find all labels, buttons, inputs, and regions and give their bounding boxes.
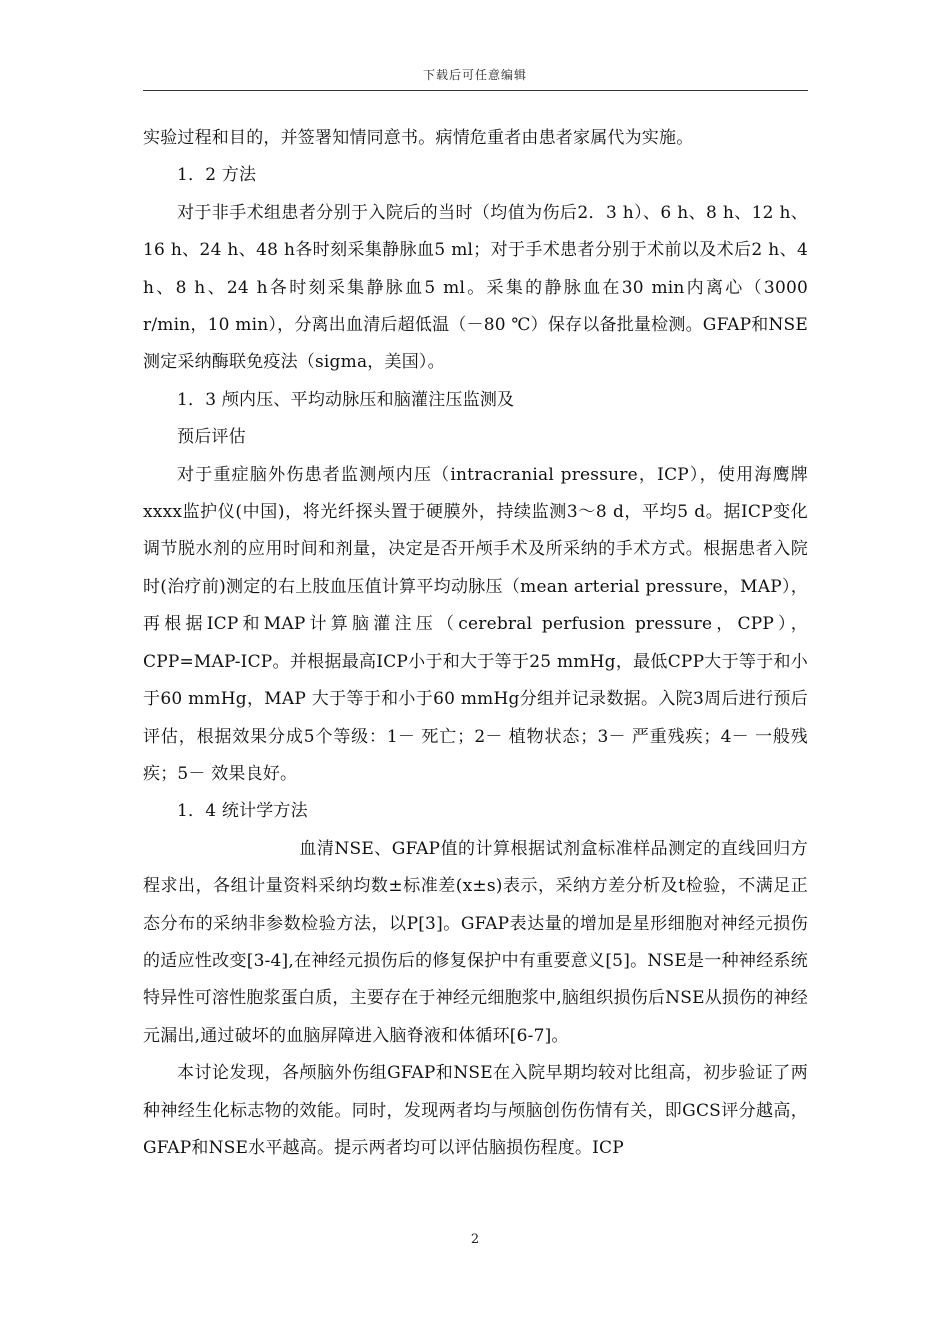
paragraph-statistics: 血清NSE、GFAP值的计算根据试剂盒标准样品测定的直线回归方程求出，各组计量资料采纳均数±标准差(x±s)表示，采纳方差分析及t检验，不满足正态分布的采纳非参数检验方法，以P[3]。GFAP表达量的增加是星形细胞对神经元损伤的适应性改变[3-4],在神经元损伤后的修复保护中有重要意义[5]。NSE是一种神经系统特异性可溶性胞浆蛋白质，主要存在于神经元细胞浆中,脑组织损伤后NSE从损伤的神经元漏出,通过破坏的血脑屏障进入脑脊液和体循环[6-7]。: [143, 838, 808, 1046]
document-body: [143, 120, 808, 1167]
header-divider: [143, 90, 808, 91]
page-header: 下载后可任意编辑: [422, 68, 527, 82]
paragraph-discussion: 本讨论发现，各颅脑外伤组GFAP和NSE在入院早期均较对比组高，初步验证了两种神经生化标志物的效能。同时，发现两者均与颅脑创伤伤情有关，即GCS评分越高，GFAP和NSE水平越高。提示两者均可以评估脑损伤程度。ICP: [143, 1063, 808, 1158]
section-heading-1-3: 1．3 颅内压、平均动脉压和脑灌注压监测及: [177, 389, 515, 410]
page-number: 2: [470, 1232, 480, 1247]
section-heading-1-3-continued: 预后评估: [177, 427, 246, 448]
section-heading-1-4: 1．4 统计学方法: [177, 801, 308, 822]
section-heading-1-2: 1．2 方法: [177, 165, 257, 186]
paragraph-consent: 实验过程和目的，并签署知情同意书。病情危重者由患者家属代为实施。: [143, 128, 694, 148]
paragraph-methods: 对于非手术组患者分别于入院后的当时（均值为伤后2．3 h）、6 h、8 h、12 h、16 h、24 h、48 h各时刻采集静脉血5 ml；对于手术患者分别于术前以及术后2 h、4 h、8 h、24 h各时刻采集静脉血5 ml。采集的静脉血在30 min内离心（3000 r/min，10 min），分离出血清后超低温（－80 ℃）保存以备批量检测。GFAP和NSE测定采纳酶联免疫法（sigma，美国）。: [143, 202, 808, 373]
paragraph-icp-monitoring: 对于重症脑外伤患者监测颅内压（intracranial pressure，ICP），使用海鹰牌xxxx监护仪(中国)，将光纤探头置于硬膜外，持续监测3～8 d，平均5 d。据ICP变化调节脱水剂的应用时间和剂量，决定是否开颅手术及所采纳的手术方式。根据患者入院时(治疗前)测定的右上肢血压值计算平均动脉压（mean arterial pressure，MAP），再根据ICP和MAP计算脑灌注压（cerebral perfusion pressure，CPP），CPP=MAP-ICP。并根据最高ICP小于和大于等于25 mmHg，最低CPP大于等于和小于60 mmHg，MAP 大于等于和小于60 mmHg分组并记录数据。入院3周后进行预后评估，根据效果分成5个等级：1－ 死亡；2－ 植物状态；3－ 严重残疾；4－ 一般残疾；5－ 效果良好。: [143, 464, 808, 784]
